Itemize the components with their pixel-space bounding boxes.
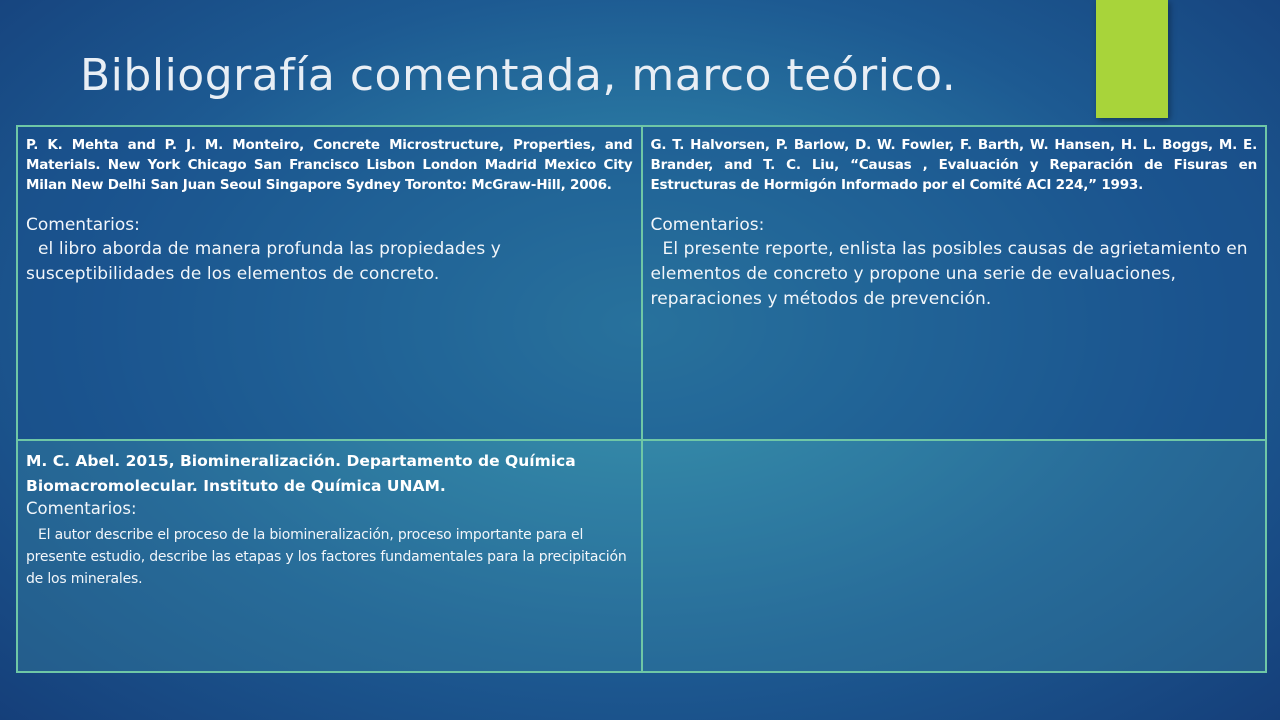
comment-text: El presente reporte, enlista las posibles causas de agrietamiento en elementos de concreto y propone una serie de evaluaciones, reparaciones y métodos de prevención. [650,239,1248,309]
empty-cell [642,440,1267,672]
reference-text: G. T. Halvorsen, P. Barlow, D. W. Fowler, F. Barth, W. Hansen, H. L. Boggs, M. E. Brander, and T. C. Liu, “Causas , Evaluación y Reparación de Fisuras en Estructuras de Hormigón Informado por el Comité ACI 224,” 1993. [650,137,1257,193]
accent-bar [1096,0,1168,118]
comment-text: el libro aborda de manera profunda las propiedades y susceptibilidades de los elementos de concreto. [26,239,501,284]
table-row [17,126,1266,440]
comment-label: Comentarios: [26,499,137,518]
comment-label: Comentarios: [650,215,765,235]
bibliography-table [16,125,1267,673]
comment-text: El autor describe el proceso de la biomineralización, proceso importante para el presente estudio, describe las etapas y los factores fundamentales para la precipitación de los minerales. [26,527,627,587]
reference-text: P. K. Mehta and P. J. M. Monteiro, Concrete Microstructure, Properties, and Materials. New York Chicago San Francisco Lisbon London Madrid Mexico City Milan New Delhi San Juan Seoul Singapore Sydney Toronto: McGraw-Hill, 2006. [26,137,633,193]
bibliography-entry-2 [642,126,1267,440]
slide-title: Bibliografía comentada, marco teórico. [80,50,957,101]
comment-label: Comentarios: [26,215,140,235]
reference-text: M. C. Abel. 2015, Biomineralización. Departamento de Química Biomacromolecular. Instituto de Química UNAM. [26,452,576,495]
bibliography-entry-1 [17,126,642,440]
table-row [17,440,1266,672]
bibliography-entry-3 [17,440,642,672]
